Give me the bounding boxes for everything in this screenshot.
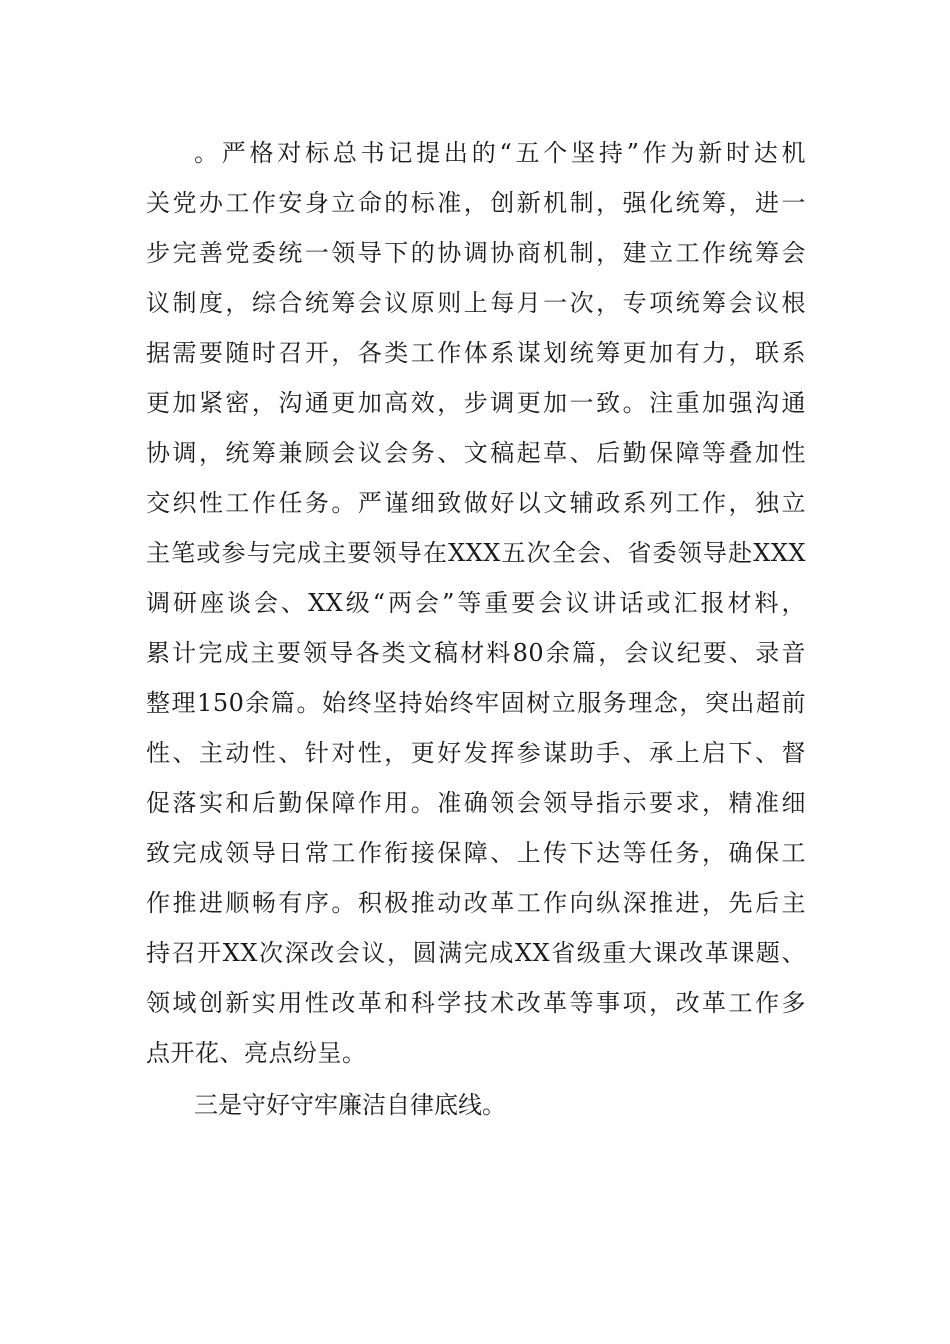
paragraph-line: 累计完成主要领导各类文稿材料80余篇，会议纪要、录音 [146, 639, 806, 667]
paragraph-line: 关党办工作安身立命的标准，创新机制，强化统筹，进一 [146, 189, 806, 217]
paragraph-line: 持召开XX次深改会议，圆满完成XX省级重大课改革课题、 [146, 939, 806, 967]
body-paragraph [146, 128, 806, 1078]
paragraph-line: 协调，统筹兼顾会议会务、文稿起草、后勤保障等叠加性 [146, 439, 806, 467]
paragraph-line: 致完成领导日常工作衔接保障、上传下达等任务，确保工 [146, 839, 806, 867]
paragraph-line: 调研座谈会、XX级“两会”等重要会议讲话或汇报材料， [146, 589, 806, 617]
paragraph-line: 性、主动性、针对性，更好发挥参谋助手、承上启下、督 [146, 739, 806, 767]
paragraph-line: 。严格对标总书记提出的“五个坚持”作为新时达机 [194, 139, 806, 167]
paragraph-line: 点开花、亮点纷呈。 [146, 1039, 367, 1067]
paragraph-line: 主笔或参与完成主要领导在XXX五次全会、省委领导赴XXX [146, 539, 806, 567]
paragraph-line: 据需要随时召开，各类工作体系谋划统筹更加有力，联系 [146, 339, 806, 367]
paragraph-line: 步完善党委统一领导下的协调协商机制，建立工作统筹会 [146, 239, 806, 267]
paragraph-line: 领域创新实用性改革和科学技术改革等事项，改革工作多 [146, 989, 806, 1017]
paragraph-line: 议制度，综合统筹会议原则上每月一次，专项统筹会议根 [146, 289, 806, 317]
paragraph-line: 整理150余篇。始终坚持始终牢固树立服务理念，突出超前 [146, 689, 806, 717]
paragraph-line: 更加紧密，沟通更加高效，步调更加一致。注重加强沟通 [146, 389, 806, 417]
section-heading: 三是守好守牢廉洁自律底线。 [194, 1091, 506, 1119]
paragraph-line: 促落实和后勤保障作用。准确领会领导指示要求，精准细 [146, 789, 806, 817]
paragraph-line: 作推进顺畅有序。积极推动改革工作向纵深推进，先后主 [146, 889, 806, 917]
paragraph-line: 交织性工作任务。严谨细致做好以文辅政系列工作，独立 [146, 489, 806, 517]
